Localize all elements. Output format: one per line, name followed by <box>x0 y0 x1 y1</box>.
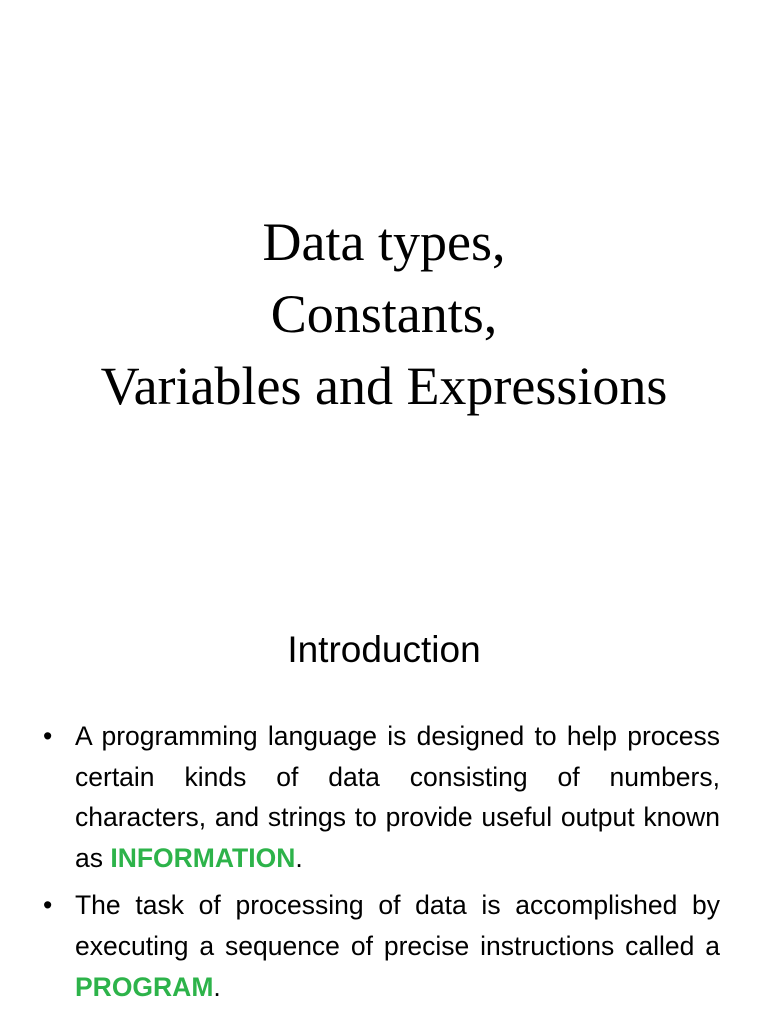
bullet-dot-icon: • <box>43 721 53 751</box>
bullet-dot-icon: • <box>43 890 53 921</box>
title-line-3: Variables and Expressions <box>100 356 668 416</box>
slide-title <box>0 206 768 422</box>
bullet-list <box>0 716 768 1014</box>
bullet-text: The task of processing of data is accomplished by executing a sequence of precise instructions called a <box>75 890 720 961</box>
title-line-2: Constants, <box>270 284 498 344</box>
bullet-item-information <box>43 716 720 878</box>
section-heading: Introduction <box>287 629 481 670</box>
bullet-item-program <box>43 885 720 1007</box>
bullet-text: A programming language is designed to help process certain kinds of data consisting of numbers, characters, and strings to provide useful output known as <box>75 721 720 873</box>
bullet-text-end: . <box>213 971 221 1002</box>
highlight-term-information: INFORMATION <box>110 842 296 873</box>
title-line-1: Data types, <box>262 212 506 272</box>
highlight-term-program: PROGRAM <box>75 971 214 1002</box>
bullet-text-end: . <box>295 842 303 873</box>
